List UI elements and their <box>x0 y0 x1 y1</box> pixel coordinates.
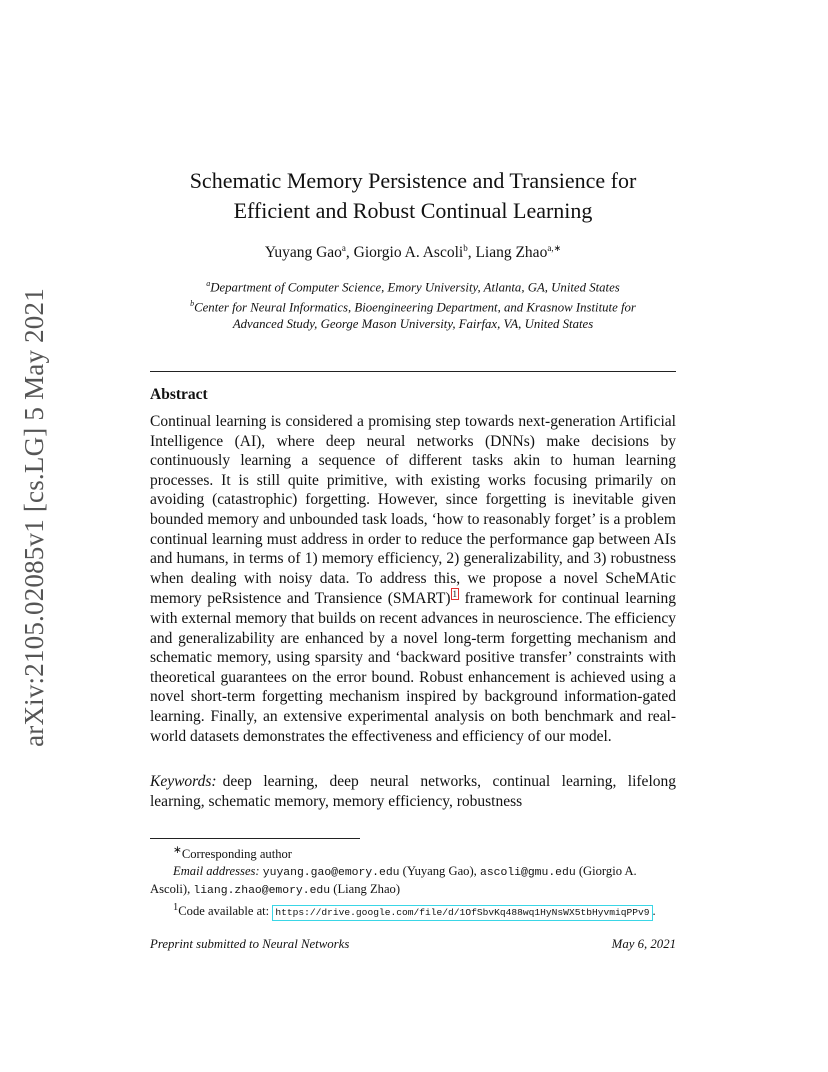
preprint-footer <box>150 937 676 952</box>
author-affiliation-mark: a <box>341 243 346 253</box>
affiliation-b: $^b$Center for Neural Informatics, Bioengineering Department, and Krasnow Institute for <box>190 298 636 315</box>
author-name: Giorgio A. Ascoli <box>353 244 464 262</box>
title-line-2: Efficient and Robust Continual Learning <box>233 198 593 223</box>
keywords-text: deep learning, deep neural networks, continual learning, lifelong learning, schematic memory, memory efficiency, robustness <box>150 773 676 810</box>
affiliation-a: $^a$Department of Computer Science, Emory University, Atlanta, GA, United States <box>206 279 620 295</box>
keywords-label: Keywords: <box>150 773 217 790</box>
author-name: Yuyang Gao <box>264 244 342 262</box>
affiliation-b-continued: Advanced Study, George Mason University, Fairfax, VA, United States <box>232 316 594 331</box>
code-url-link[interactable]: https://drive.google.com/file/d/1OfSbvKq488wq1HyNsWX5tbHyvmiqPPv9 <box>272 905 652 921</box>
footnote-divider <box>150 838 360 839</box>
author-affiliation-mark: b <box>463 243 468 253</box>
email-link[interactable]: ascoli@gmu.edu <box>479 866 576 879</box>
footnotes <box>150 843 676 921</box>
email-addresses: Email addresses: yuyang.gao@emory.edu (Yuyang Gao), ascoli@gmu.edu (Giorgio A. Ascoli), liang.zhao@emory.edu (Liang Zhao) <box>150 863 637 898</box>
title-divider <box>150 371 676 372</box>
title-line-1: Schematic Memory Persistence and Transience for <box>189 168 637 193</box>
journal-note: Preprint submitted to Neural Networks <box>150 937 350 951</box>
paper-title <box>150 166 676 226</box>
abstract-text: Continual learning is considered a promising step towards next-generation Artificial Intelligence (AI), where deep neural networks (DNNs) make decisions by continuously learning a sequence of different tasks akin to human learning processes. It is still quite primitive, with existing works focusing primarily on avoiding (catastrophic) forgetting. However, since forgetting is inevitable given bounded memory and unbounded task loads, ‘how to reasonably forget’ is a problem continual learning must address in order to reduce the performance gap between AIs and humans, in terms of 1) memory efficiency, 2) generalizability, and 3) robustness when dealing with noisy data. To address this, we propose a novel ScheMAtic memory peRsistence and Transience (SMART) 1 framework for continual learning with external memory that builds on recent advances in neuroscience. The efficiency and generalizability are enhanced by a novel long-term forgetting mechanism and schematic memory, using sparsity and ‘backward positive transfer’ constraints with theoretical guarantees on the error bound. Robust enhancement is achieved using a novel short-term forgetting mechanism inspired by background information-gated learning. Finally, an extensive experimental analysis on both benchmark and real-world datasets demonstrates the effectiveness and efficiency of our model. <box>150 413 676 745</box>
corresponding-author-note: ∗Corresponding author <box>173 845 292 862</box>
affiliations <box>150 276 676 332</box>
abstract-heading: Abstract <box>150 386 208 403</box>
keywords <box>150 772 676 811</box>
arxiv-identifier[interactable]: arXiv:2105.02085v1 [cs.LG] 5 May 2021 <box>18 287 49 747</box>
code-availability-note: $^1$Code available at: https://drive.google.com/file/d/1OfSbvKq488wq1HyNsWX5tbHyvmiqPPv9 . <box>150 900 676 921</box>
author-list: Yuyang Gao$^a$, Giorgio A. Ascoli$^b$, Liang Zhao$^{a,∗}$ <box>264 243 562 262</box>
arxiv-identifier-sidebar <box>14 282 54 752</box>
submission-date: May 6, 2021 <box>611 937 676 951</box>
email-link[interactable]: liang.zhao@emory.edu <box>193 885 331 898</box>
author-affiliation-mark: a,∗ <box>547 243 562 253</box>
author-name: Liang Zhao <box>475 244 548 262</box>
email-link[interactable]: yuyang.gao@emory.edu <box>262 866 400 879</box>
footnote-link[interactable]: 1 <box>452 589 457 600</box>
